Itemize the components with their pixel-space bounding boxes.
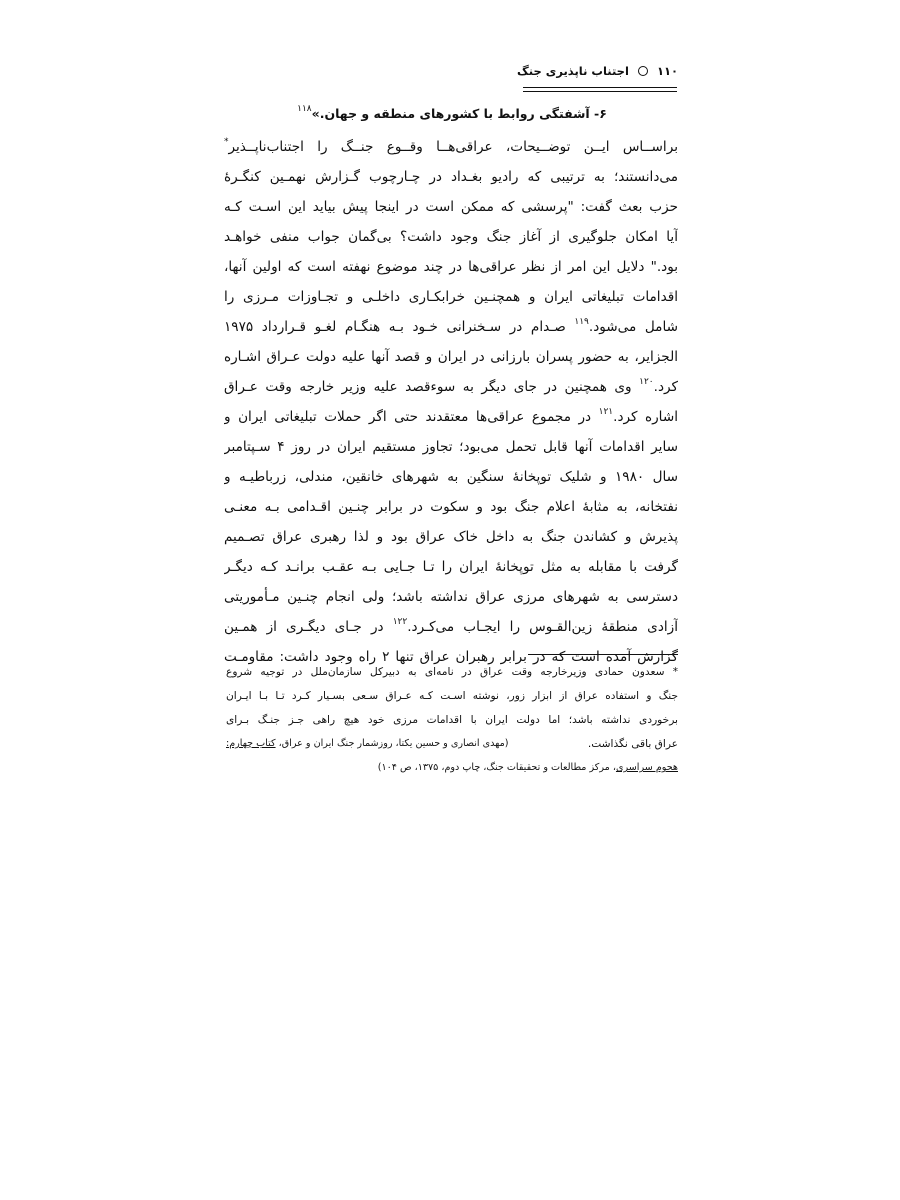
text-line: اقدامات تبلیغاتی ایران و همچنـین خرابکـاری داخلـی و تجـاوزات مـرزی را xyxy=(224,289,678,305)
footnote-line-end: عراق باقی نگذاشت. xyxy=(587,738,678,750)
text-line: براســاس ایــن توضــیحات، عراقی‌هــا وقــوع جنــگ را اجتناب‌ناپــذیر* xyxy=(224,137,678,155)
text-line: سال ۱۹۸۰ و شلیک توپخانهٔ سنگین به شهرهای خانقین، مندلی، زرباطیـه و xyxy=(224,469,678,485)
citation-subtitle: هجوم سراسری xyxy=(615,762,678,773)
footnote-line xyxy=(226,732,678,756)
text-line: نفتخانه، به مثابهٔ اعلام جنگ بود و سکوت در برابر چنـین اقـدامی بـه معنـی xyxy=(224,499,678,515)
text-line: آزادی منطقهٔ زین‌القـوس را ایجـاب می‌کـرد.$^{۱۲۲}$ در جـای دیگـری از همـین xyxy=(224,617,678,635)
text-line: بود." دلایل این امر از نظر عراقی‌ها در چند موضوع نهفته است که اولین آنها، xyxy=(224,259,678,275)
section-heading-text: ۶- آشفتگی روابط با کشورهای منطقه و جهان.» xyxy=(311,106,607,121)
endnote-ref: ۱۲۰ xyxy=(639,377,654,387)
footnote xyxy=(226,660,678,780)
text-line: می‌دانستند؛ به ترتیبی که رادیو بغـداد در چـارچوب گـزارش نهمـین کنگـرهٔ xyxy=(224,169,678,185)
text-line: سایر اقدامات آنها قابل تحمل می‌بود؛ تجاوز مستقیم ایران در روز ۴ سـپتامبر xyxy=(224,439,678,455)
endnote-ref: ۱۲۲ xyxy=(392,617,408,627)
text-line: کرد.$^{۱۲۰}$ وی همچنین در جای دیگر به سوءقصد علیه وزیر خارجه وقت عـراق xyxy=(224,377,678,395)
text-line: پذیرش و کشاندن جنگ به داخل خاک عراق بود و لذا رهبری عراق تصـمیم xyxy=(224,529,678,545)
endnote-ref: ۱۱۹ xyxy=(574,317,589,327)
text-line: شامل می‌شود.$^{۱۱۹}$ صـدام در سـخنرانی خـود بـه هنگـام لغـو قـرارداد ۱۹۷۵ xyxy=(224,317,678,335)
endnote-ref: ۱۲۱ xyxy=(598,407,614,417)
header-double-rule xyxy=(523,87,677,92)
footnote-line: جنگ و استفاده عراق از ابزار زور، نوشته اسـت کـه عـراق سـعی بسـیار کـرد تـا بـا ایـران xyxy=(226,690,678,702)
running-header xyxy=(226,62,678,80)
section-heading xyxy=(226,103,678,125)
section-heading-ref: ۱۱۸ xyxy=(297,104,312,114)
text-line: دسترسی به شهرهای مرزی عراق نداشته باشد؛ ولی انجام چنـین مـأموریتی xyxy=(224,589,678,605)
footnote-separator xyxy=(528,654,678,655)
text-line: الجزایر، به حضور پسران بارزانی در ایران و قصد آنها علیه دولت عـراق اشـاره xyxy=(224,349,678,365)
footnote-line: * سعدون حمادی وزیرخارجه وقت عراق در نامه‌ای به دبیرکل سازمان‌ملل در توجیه شروع xyxy=(226,666,678,678)
footnote-line: برخوردی نداشته باشد؛ اما دولت ایران با اقدامات مرزی خود هیچ راهی جـز جنـگ بـرای xyxy=(226,714,678,726)
page-number: ۱۱۰ xyxy=(656,64,678,78)
text-line: گرفت با مقابله به مثل توپخانهٔ ایران را تـا جـایی بـه عقـب برانـد کـه دیگـر xyxy=(224,559,678,575)
citation-book-title: کتاب چهارم: xyxy=(226,738,276,749)
body-paragraph xyxy=(224,132,678,672)
circle-separator-icon xyxy=(638,66,648,76)
text-line: اشاره کرد.$^{۱۲۱}$ در مجموع عراقی‌ها معتقدند حتی اگر حملات تبلیغاتی ایران و xyxy=(224,407,678,425)
text-line: گزارش آمده است که در برابر رهبران عراق تنها ۲ راه وجود داشت: مقاومـت xyxy=(224,649,678,665)
citation-continued: هجوم سراسری، مرکز مطالعات و تحقیقات جنگ، چاپ دوم، ۱۳۷۵، ص ۱۰۴) xyxy=(377,762,678,773)
footnote-marker: * xyxy=(224,137,229,147)
citation: (مهدی انصاری و حسین یکتا، روزشمار جنگ ایران و عراق، کتاب چهارم: xyxy=(226,738,509,749)
text-line: حزب بعث گفت: "پرسشی که ممکن است در اینجا پیش بیاید این اسـت کـه xyxy=(224,199,678,215)
text-line: آیا امکان جلوگیری از آغاز جنگ وجود داشت؟ بی‌گمان جواب منفی خواهـد xyxy=(224,229,678,245)
book-title: اجتناب ناپذیری جنگ xyxy=(517,64,629,78)
